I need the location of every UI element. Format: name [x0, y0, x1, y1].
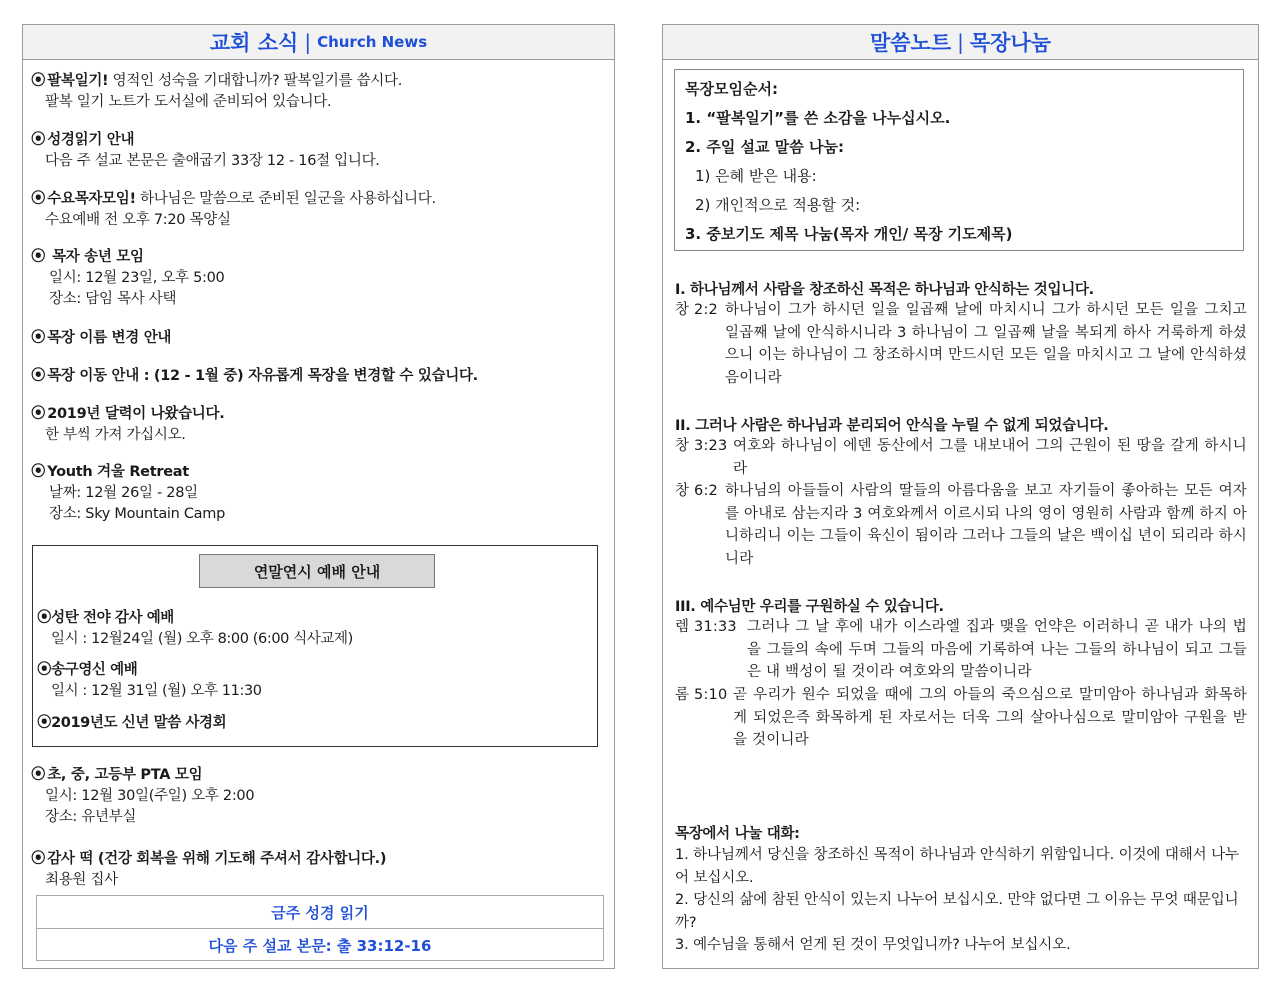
news-item: ⦿ 감사 떡 (건강 회복을 위해 기도해 주셔서 감사합니다.) 최용원 집사 — [31, 851, 387, 888]
discussion-question: 3. 예수님을 통해서 얻게 된 것이 무엇입니까? 나누어 보십시오. — [675, 937, 1071, 953]
title-separator: | — [957, 30, 964, 54]
news-item: ⦿ 목장 이름 변경 안내 — [31, 330, 172, 346]
sermon-note-title: 말씀노트 — [869, 31, 952, 55]
bullet-icon: ⦿ — [31, 767, 46, 783]
service-item: ⦿송구영신 예배 일시 : 12월 31일 (월) 오후 11:30 — [37, 662, 262, 699]
section-title: III. 예수님만 우리를 구원하실 수 있습니다. — [675, 599, 944, 615]
bullet-icon: ⦿ — [31, 191, 46, 207]
church-news-title-en: Church News — [317, 33, 428, 51]
bullet-icon: ⦿ — [31, 132, 46, 148]
verse-ref: 창 6:2 — [675, 483, 718, 499]
cell-sharing-title: 목장나눔 — [969, 31, 1052, 55]
bullet-icon: ⦿ — [31, 368, 46, 384]
weekly-reading-title: 금주 성경 읽기 — [271, 903, 369, 922]
sermon-note-panel — [662, 24, 1259, 969]
next-sermon-text: 다음 주 설교 본문: 출 33:12-16 — [37, 928, 603, 961]
verse-block — [675, 435, 1247, 480]
news-item: ⦿ 성경읽기 안내 다음 주 설교 본문은 출애굽기 33장 12 - 16절 입니다. — [31, 132, 380, 169]
verse-ref: 창 3:23 — [675, 438, 728, 454]
section-title: II. 그러나 사람은 하나님과 분리되어 안식을 누릴 수 없게 되었습니다. — [675, 418, 1109, 434]
bullet-icon: ⦿ — [37, 662, 52, 678]
news-item: ⦿ 목장 이동 안내 : (12 - 1월 중) 자유롭게 목장을 변경할 수 있습니다. — [31, 368, 478, 384]
bullet-icon: ⦿ — [31, 73, 46, 89]
bullet-icon: ⦿ — [31, 406, 46, 422]
sermon-note-header — [663, 25, 1258, 60]
order-step: 2. 주일 설교 말씀 나눔: — [685, 138, 844, 156]
discussion-title: 목장에서 나눌 대화: — [675, 826, 800, 842]
year-end-service-box — [32, 545, 598, 747]
news-item: ⦿ 초, 중, 고등부 PTA 모임 일시: 12월 30일(주일) 오후 2:00 장소: 유년부실 — [31, 767, 255, 825]
bullet-icon: ⦿ — [37, 610, 52, 626]
verse-text: 여호와 하나님이 에덴 동산에서 그를 내보내어 그의 근원이 된 땅을 갈게 하시니라 — [733, 438, 1247, 477]
order-step: 3. 중보기도 제목 나눔(목자 개인/ 목장 기도제목) — [685, 225, 1013, 243]
discussion-question: 2. 당신의 삶에 참된 안식이 있는지 나누어 보십시오. 만약 없다면 그 이유는 무엇 때문입니까? — [675, 892, 1239, 931]
title-separator: | — [304, 30, 312, 54]
section-title: I. 하나님께서 사람을 창조하신 목적은 하나님과 안식하는 것입니다. — [675, 282, 1094, 298]
order-substep: 1) 은혜 받은 내용: — [695, 167, 817, 185]
church-news-title: 교회 소식 — [209, 31, 299, 55]
verse-ref: 창 2:2 — [675, 302, 718, 318]
order-title: 목장모임순서: — [685, 80, 778, 98]
verse-text: 그러나 그 날 후에 내가 이스라엘 집과 맺을 언약은 이러하니 곧 내가 나의 법을 그들의 속에 두며 그들의 마음에 기록하여 나는 그들의 하나님이 되고 그들은 내 백성이 될 것이라 여호와의 말씀이니라 — [747, 619, 1247, 680]
verse-block — [675, 480, 1247, 570]
bullet-icon: ⦿ — [37, 715, 52, 731]
verse-block — [675, 299, 1247, 389]
news-item: ⦿ 수요목자모임! 하나님은 말씀으로 준비된 일군을 사용하십니다. 수요예배 전 오후 7:20 목양실 — [31, 191, 436, 228]
order-substep: 2) 개인적으로 적용할 것: — [695, 196, 861, 214]
verse-ref: 롬 5:10 — [675, 687, 728, 703]
bullet-icon: ⦿ — [31, 851, 46, 867]
verse-ref: 렘 31:33 — [675, 619, 737, 635]
church-news-panel — [22, 24, 615, 969]
bible-reading-box — [36, 895, 604, 961]
verse-block — [675, 616, 1247, 684]
cell-meeting-order-box — [674, 69, 1244, 251]
bullet-icon: ⦿ — [31, 330, 46, 346]
news-item: ⦿ 팔복일기! 영적인 성숙을 기대합니까? 팔복일기를 씁시다. 팔복 일기 노트가 도서실에 준비되어 있습니다. — [31, 73, 403, 110]
bullet-icon: ⦿ — [31, 464, 46, 480]
verse-text: 하나님의 아들들이 사람의 딸들의 아름다움을 보고 자기들이 좋아하는 모든 여자를 아내로 삼는지라 3 여호와께서 이르시되 나의 영이 영원히 사람과 함께 하지 아니하리니 이는 그들이 육신이 됨이라 그러나 그들의 날은 백이십 년이 되리라 하시니라 — [725, 483, 1247, 567]
news-item: ⦿ 2019년 달력이 나왔습니다. 한 부씩 가져 가십시오. — [31, 406, 225, 443]
service-item: ⦿성탄 전야 감사 예배 일시 : 12월24일 (월) 오후 8:00 (6:00 식사교제) — [37, 610, 353, 647]
verse-block — [675, 684, 1247, 752]
verse-text: 곧 우리가 원수 되었을 때에 그의 아들의 죽으심으로 말미암아 하나님과 화목하게 되었은즉 화목하게 된 자로서는 더욱 그의 살아나심으로 말미암아 구원을 받을 것이니라 — [733, 687, 1247, 748]
discussion-question: 1. 하나님께서 당신을 창조하신 목적이 하나님과 안식하기 위함입니다. 이것에 대해서 나누어 보십시오. — [675, 847, 1239, 886]
church-news-header — [23, 25, 614, 60]
news-item: ⦿ Youth 겨울 Retreat 날짜: 12월 26일 - 28일 장소: Sky Mountain Camp — [31, 464, 225, 522]
bullet-icon: ⦿ — [31, 249, 46, 265]
service-item: ⦿2019년도 신년 말씀 사경회 — [37, 715, 227, 731]
service-box-title: 연말연시 예배 안내 — [199, 554, 435, 588]
news-item: ⦿ 목자 송년 모임 일시: 12월 23일, 오후 5:00 장소: 담임 목사 사택 — [31, 249, 225, 307]
order-step: 1. “팔복일기”를 쓴 소감을 나누십시오. — [685, 109, 951, 127]
verse-text: 하나님이 그가 하시던 일을 일곱째 날에 마치시니 그가 하시던 모든 일을 그치고 일곱째 날에 안식하시니라 3 하나님이 그 일곱째 날을 복되게 하사 거룩하게 하셨으니 이는 하나님이 그 창조하시며 만드시던 모든 일을 마치시고 그 날에 안식하셨음이니라 — [725, 302, 1247, 386]
